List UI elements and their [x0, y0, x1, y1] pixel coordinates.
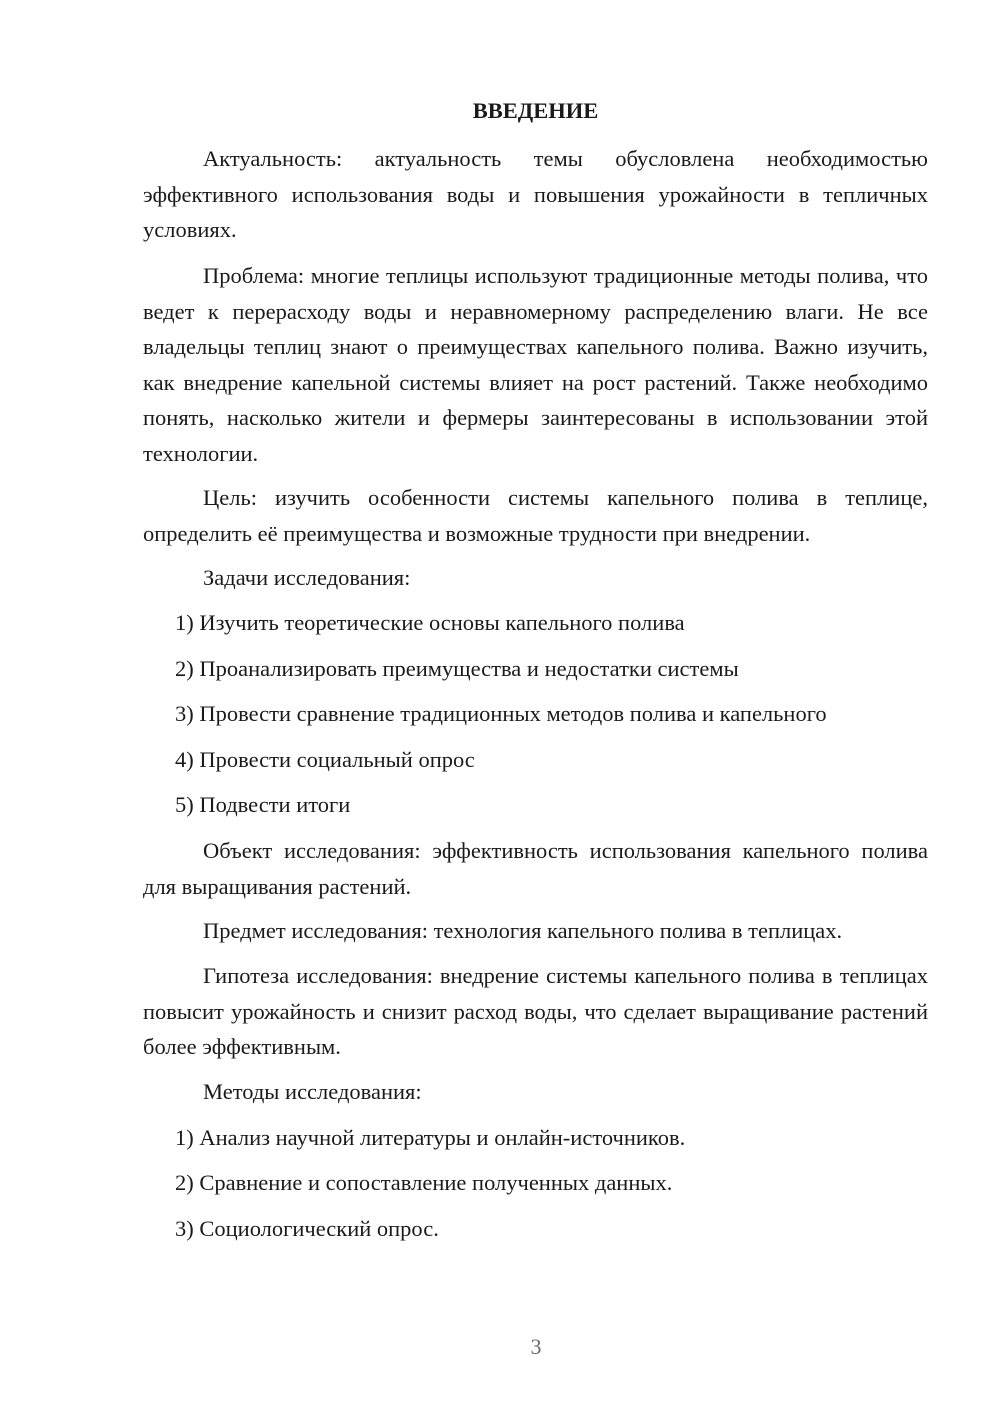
problem-paragraph: Проблема: многие теплицы используют традиционные методы полива, что ведет к перерасходу воды и неравномерному распределению влаги. Не все владельцы теплиц знают о преимуществах капельного полива. Важно изучить, как внедрение капельной системы влияет на рост растений. Также необходимо понять, насколько жители и фермеры заинтересованы в использовании этой технологии.: [143, 263, 928, 466]
task-item: 4) Провести социальный опрос: [175, 747, 475, 772]
method-item: 1) Анализ научной литературы и онлайн-источников.: [175, 1125, 686, 1150]
hypothesis-paragraph: Гипотеза исследования: внедрение системы капельного полива в теплицах повысит урожайность и снизит расход воды, что сделает выращивание растений более эффективным.: [143, 963, 928, 1060]
task-item: 1) Изучить теоретические основы капельного полива: [175, 610, 685, 635]
task-item: 2) Проанализировать преимущества и недостатки системы: [175, 656, 739, 681]
method-item: 2) Сравнение и сопоставление полученных данных.: [175, 1170, 673, 1195]
tasks-heading: Задачи исследования:: [203, 565, 411, 590]
task-item: 3) Провести сравнение традиционных методов полива и капельного: [175, 701, 827, 726]
task-item: 5) Подвести итоги: [175, 792, 351, 817]
subject-paragraph: Предмет исследования: технология капельного полива в теплицах.: [203, 918, 843, 943]
goal-paragraph: Цель: изучить особенности системы капельного полива в теплице, определить её преимущества и возможные трудности при внедрении.: [143, 485, 928, 546]
page-number: 3: [530, 1334, 542, 1359]
object-paragraph: Объект исследования: эффективность использования капельного полива для выращивания растений.: [143, 838, 928, 899]
page-title: ВВЕДЕНИЕ: [472, 98, 599, 123]
method-item: 3) Социологический опрос.: [175, 1216, 439, 1241]
relevance-paragraph: Актуальность: актуальность темы обусловлена необходимостью эффективного использования воды и повышения урожайности в тепличных условиях.: [143, 146, 928, 243]
methods-heading: Методы исследования:: [203, 1079, 422, 1104]
